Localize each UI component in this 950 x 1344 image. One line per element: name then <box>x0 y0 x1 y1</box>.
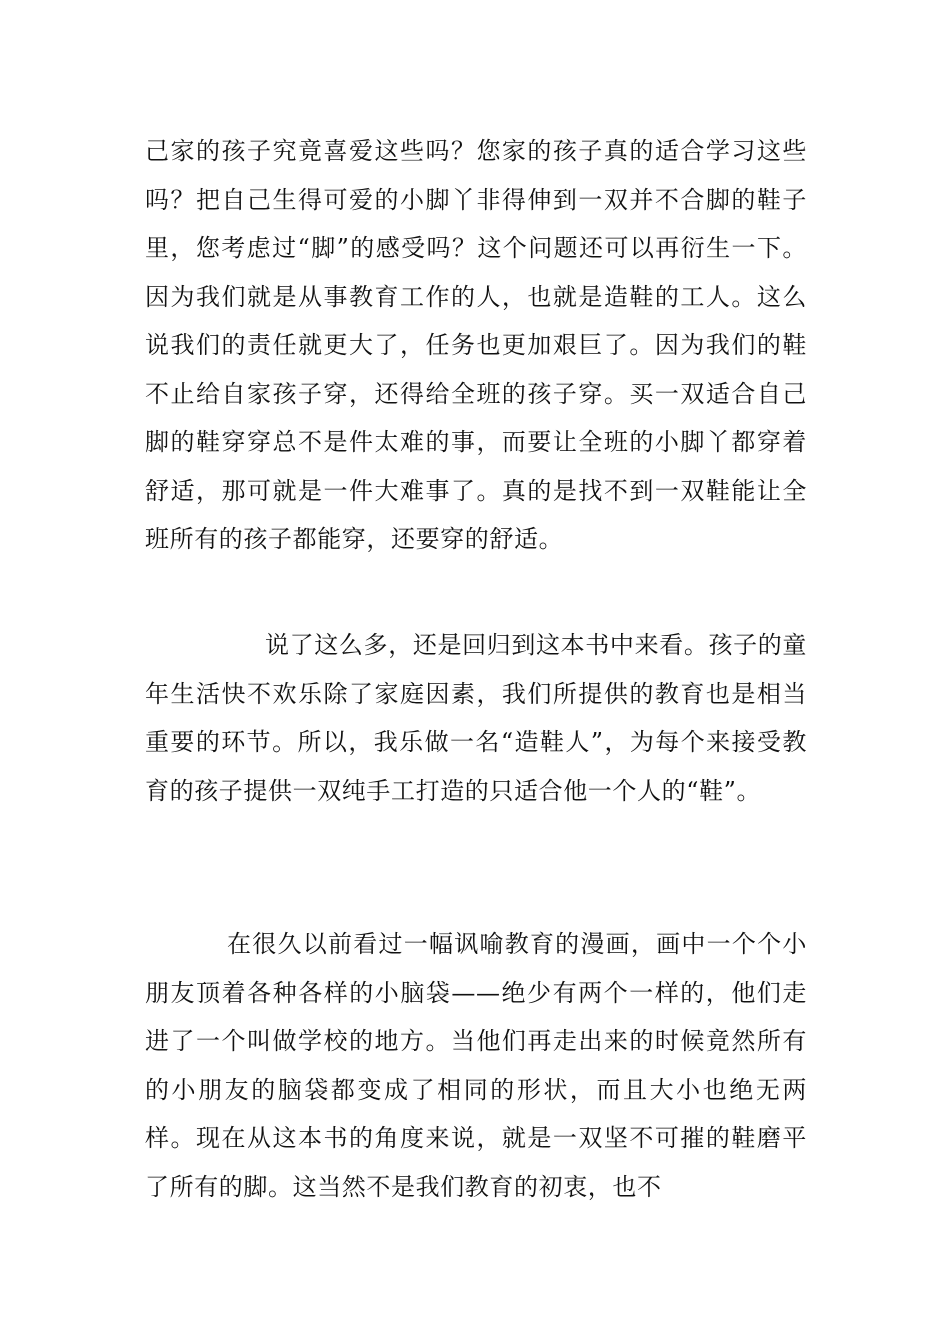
paragraph-2: 说了这么多，还是回归到这本书中来看。孩子的童年生活快不欢乐除了家庭因素，我们所提供的教育也是相当重要的环节。所以，我乐做一名“造鞋人”，为每个来接受教育的孩子提供一双纯手工打造的只适合他一个人的“鞋”。 <box>145 631 807 805</box>
paragraph-3: 在很久以前看过一幅讽喻教育的漫画，画中一个个小朋友顶着各种各样的小脑袋——绝少有两个一样的，他们走进了一个叫做学校的地方。当他们再走出来的时候竟然所有的小朋友的脑袋都变成了相同的形状，而且大小也绝无两样。现在从这本书的角度来说，就是一双坚不可摧的鞋磨平了所有的脚。这当然不是我们教育的初衷，也不 <box>145 930 807 1201</box>
paragraph-1: 己家的孩子究竟喜爱这些吗？您家的孩子真的适合学习这些吗？把自己生得可爱的小脚丫非得伸到一双并不合脚的鞋子里，您考虑过“脚”的感受吗？这个问题还可以再衍生一下。因为我们就是从事教育工作的人，也就是造鞋的工人。这么说我们的责任就更大了，任务也更加艰巨了。因为我们的鞋不止给自家孩子穿，还得给全班的孩子穿。买一双适合自己脚的鞋穿穿总不是件太难的事，而要让全班的小脚丫都穿着舒适，那可就是一件大难事了。真的是找不到一双鞋能让全班所有的孩子都能穿，还要穿的舒适。 <box>145 137 807 553</box>
